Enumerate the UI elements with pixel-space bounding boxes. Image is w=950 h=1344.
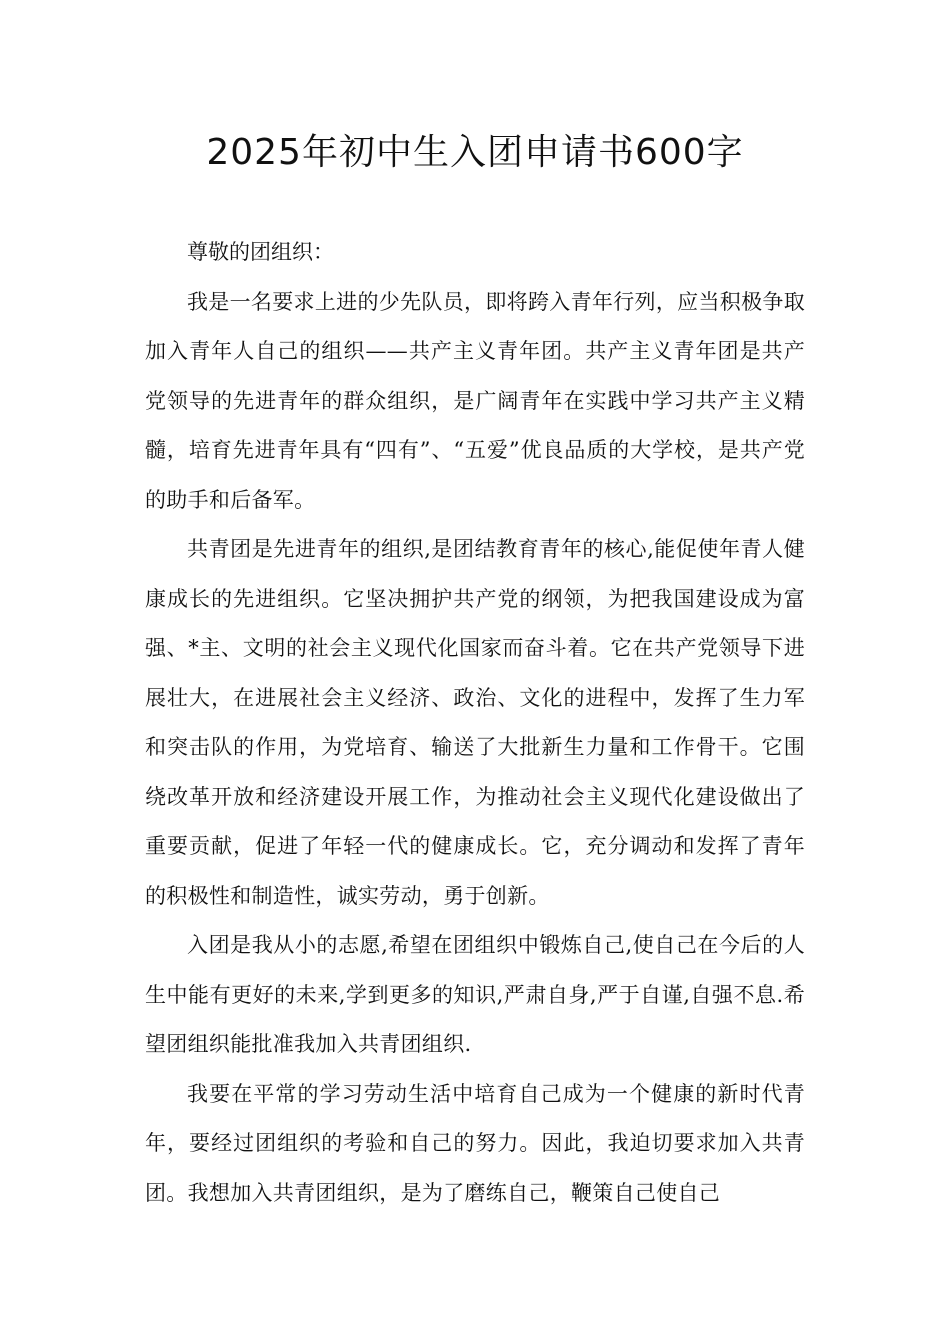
salutation: 尊敬的团组织： [187,240,334,264]
paragraph-1: 我是一名要求上进的少先队员，即将跨入青年行列，应当积极争取加入青年人自己的组织——共产主义青年团。共产主义青年团是共产党领导的先进青年的群众组织，是广阔青年在实践中学习共产主义精髓，培育先进青年具有“四有”、“五爱”优良品质的大学校，是共产党的助手和后备军。 [145,289,805,512]
document-title: 2025年初中生入团申请书600字 [206,132,744,173]
paragraph-4: 我要在平常的学习劳动生活中培育自己成为一个健康的新时代青年，要经过团组织的考验和自己的努力。因此，我迫切要求加入共青团。我想加入共青团组织，是为了磨练自己，鞭策自己使自己 [145,1081,805,1205]
document-body [145,228,805,1218]
paragraph-2: 共青团是先进青年的组织,是团结教育青年的核心,能促使年青人健康成长的先进组织。它坚决拥护共产党的纲领，为把我国建设成为富强、*主、文明的社会主义现代化国家而奋斗着。它在共产党领导下进展壮大，在进展社会主义经济、政治、文化的进程中，发挥了生力军和突击队的作用，为党培育、输送了大批新生力量和工作骨干。它围绕改革开放和经济建设开展工作，为推动社会主义现代化建设做出了重要贡献，促进了年轻一代的健康成长。它，充分调动和发挥了青年的积极性和制造性，诚实劳动，勇于创新。 [145,537,805,908]
paragraph-3: 入团是我从小的志愿,希望在团组织中锻炼自己,使自己在今后的人生中能有更好的未来,学到更多的知识,严肃自身,严于自谨,自强不息.希望团组织能批准我加入共青团组织. [145,933,805,1056]
